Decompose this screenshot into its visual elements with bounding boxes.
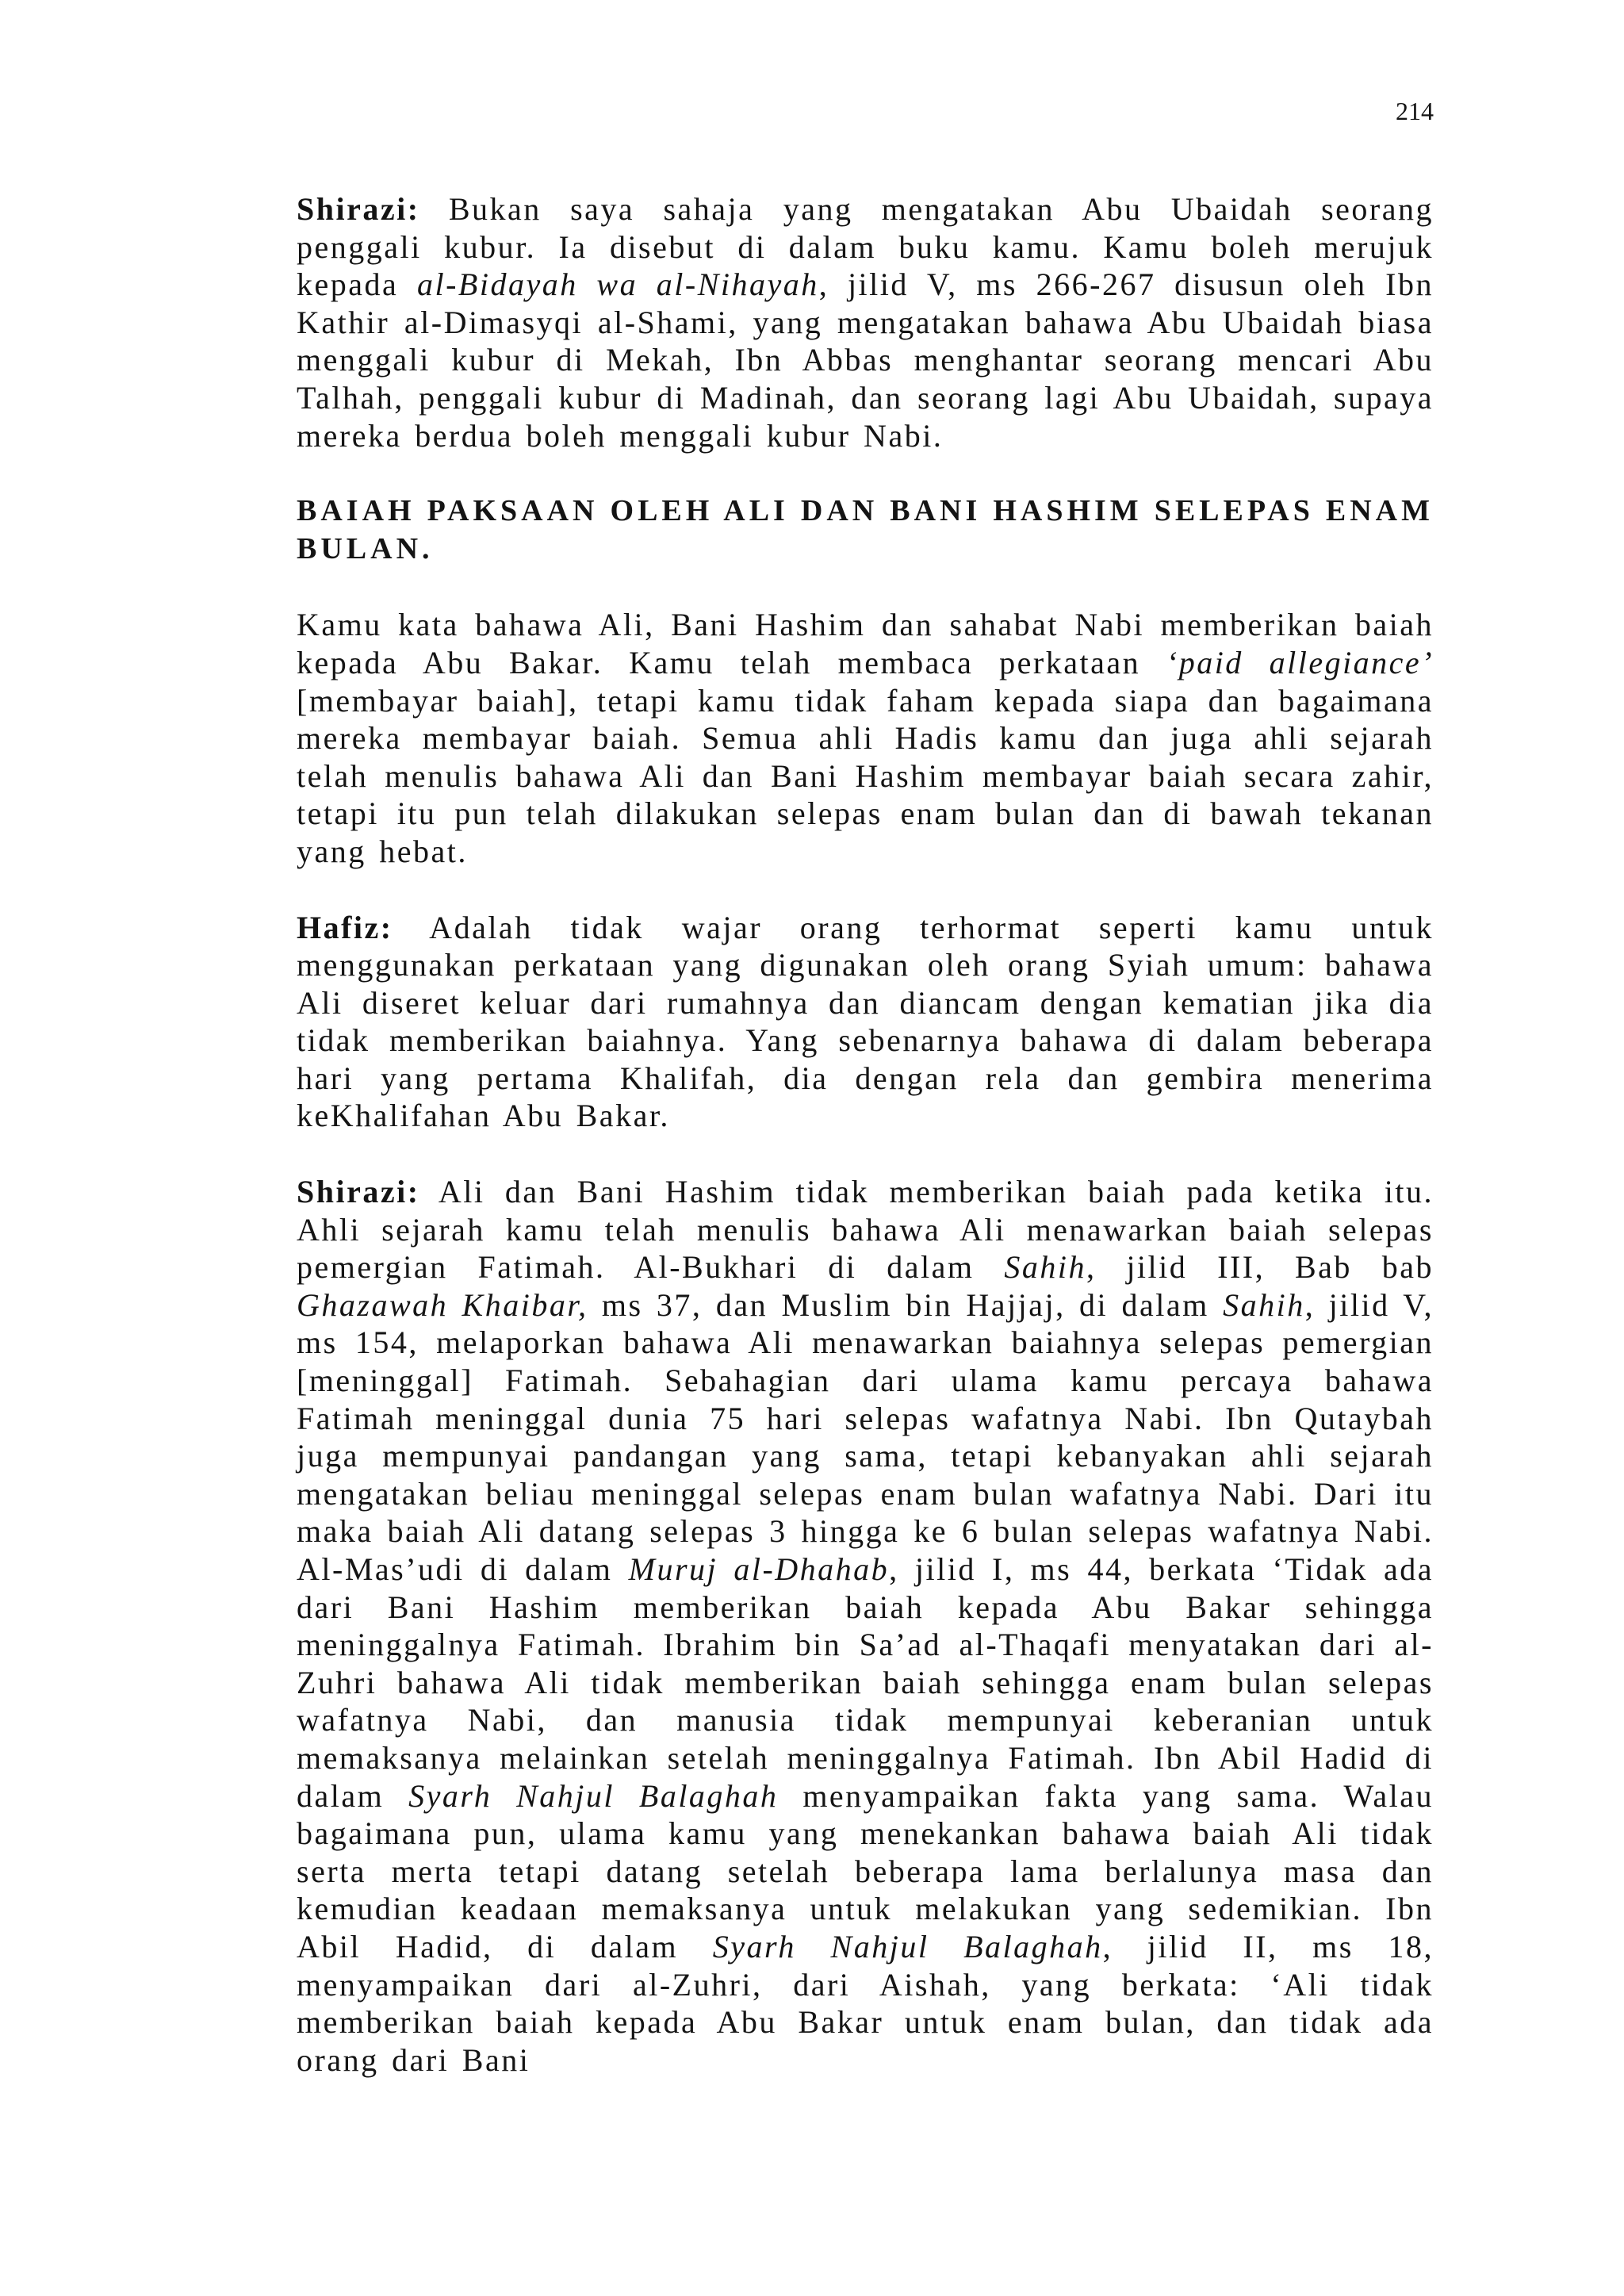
text-run: Bukan saya sahaja yang mengatakan Abu Ubaidah seorang penggali kubur. Ia disebut di dalam buku kamu. Kamu boleh merujuk kepada — [297, 191, 1434, 303]
text-run: , jilid II, ms 18, menyampaikan dari al-Zuhri, dari Aishah, yang berkata: ‘Ali tidak memberikan baiah kepada Abu Bakar untuk enam bulan, dan tidak ada orang dari Bani — [297, 1928, 1434, 2078]
text-run: Adalah tidak wajar orang terhormat seperti kamu untuk menggunakan perkataan yang digunakan oleh orang Syiah umum: bahawa Ali diseret keluar dari rumahnya dan diancam dengan kematian jika dia tidak memberikan baiahnya. Yang sebenarnya bahawa di dalam beberapa hari yang pertama Khalifah, dia dengan rela dan gembira menerima keKhalifahan Abu Bakar. — [297, 909, 1434, 1134]
paragraph — [297, 909, 1434, 1136]
book-title: Ghazawah Khaibar, — [297, 1286, 588, 1323]
book-title: Sahih — [1004, 1249, 1086, 1286]
book-title: Syarh Nahjul Balaghah — [408, 1777, 779, 1814]
text-run: [membayar baiah], tetapi kamu tidak faham kepada siapa dan bagaimana mereka membayar baiah. Semua ahli Hadis kamu dan juga ahli sejarah telah menulis bahawa Ali dan Bani Hashim membayar baiah secara zahir, tetapi itu pun telah dilakukan selepas enam bulan dan di bawah tekanan yang hebat. — [297, 682, 1434, 869]
text-run: menyampaikan fakta yang sama. Walau bagaimana pun, ulama kamu yang menekankan bahawa baiah Ali tidak serta merta tetapi datang setelah beberapa lama berlalunya masa dan kemudian keadaan memaksanya untuk melakukan yang sedemikian. Ibn Abil Hadid, di dalam — [297, 1777, 1434, 1964]
speaker-label: Hafiz: — [297, 909, 393, 945]
document-body — [297, 190, 1434, 2079]
quoted-term: ‘paid allegiance’ — [1166, 644, 1434, 680]
speaker-label: Shirazi: — [297, 191, 420, 227]
book-title: al-Bidayah wa al-Nihayah — [416, 266, 819, 303]
text-run: , jilid I, ms 44, berkata ‘Tidak ada dari Bani Hashim memberikan baiah kepada Abu Bakar sehingga meninggalnya Fatimah. Ibrahim bin Sa’ad al-Thaqafi menyatakan dari al-Zuhri bahawa Ali tidak memberikan baiah sehingga enam bulan selepas wafatnya Nabi, dan manusia tidak mempunyai keberanian untuk memaksanya melainkan setelah meninggalnya Fatimah. Ibn Abil Hadid di dalam — [297, 1551, 1434, 1814]
book-title: Syarh Nahjul Balaghah — [712, 1928, 1103, 1964]
book-title: Muruj al-Dhahab — [628, 1551, 890, 1587]
text-run: Kamu kata bahawa Ali, Bani Hashim dan sahabat Nabi memberikan baiah kepada Abu Bakar. Kamu telah membaca perkataan — [297, 607, 1434, 680]
paragraph — [297, 190, 1434, 454]
section-heading: BAIAH PAKSAAN OLEH ALI DAN BANI HASHIM SELEPAS ENAM BULAN. — [297, 494, 1434, 565]
text-run: , jilid V, ms 266-267 disusun oleh Ibn Kathir al-Dimasyqi al-Shami, yang mengatakan bahawa Abu Ubaidah biasa menggali kubur di Mekah, Ibn Abbas menghantar seorang mencari Abu Talhah, penggali kubur di Madinah, dan seorang lagi Abu Ubaidah, supaya mereka berdua boleh menggali kubur Nabi. — [297, 266, 1434, 454]
paragraph — [297, 1173, 1434, 2079]
speaker-label: Shirazi: — [297, 1174, 420, 1210]
page-number: 214 — [1396, 97, 1434, 125]
book-title: Sahih — [1223, 1286, 1305, 1323]
text-run: , jilid III, Bab bab — [1086, 1249, 1434, 1286]
text-run: ms 37, dan Muslim bin Hajjaj, di dalam — [588, 1286, 1224, 1323]
paragraph — [297, 606, 1434, 870]
text-run: Ali dan Bani Hashim tidak memberikan baiah pada ketika itu. Ahli sejarah kamu telah menulis bahawa Ali menawarkan baiah selepas pemergian Fatimah. Al-Bukhari di dalam — [297, 1174, 1434, 1286]
text-run: , jilid V, ms 154, melaporkan bahawa Ali menawarkan baiahnya selepas pemergian [meninggal] Fatimah. Sebahagian dari ulama kamu percaya bahawa Fatimah meninggal dunia 75 hari selepas wafatnya Nabi. Ibn Qutaybah juga mempunyai pandangan yang sama, tetapi kebanyakan ahli sejarah mengatakan beliau meninggal selepas enam bulan wafatnya Nabi. Dari itu maka baiah Ali datang selepas 3 hingga ke 6 bulan selepas wafatnya Nabi. Al-Mas’udi di dalam — [297, 1286, 1434, 1587]
